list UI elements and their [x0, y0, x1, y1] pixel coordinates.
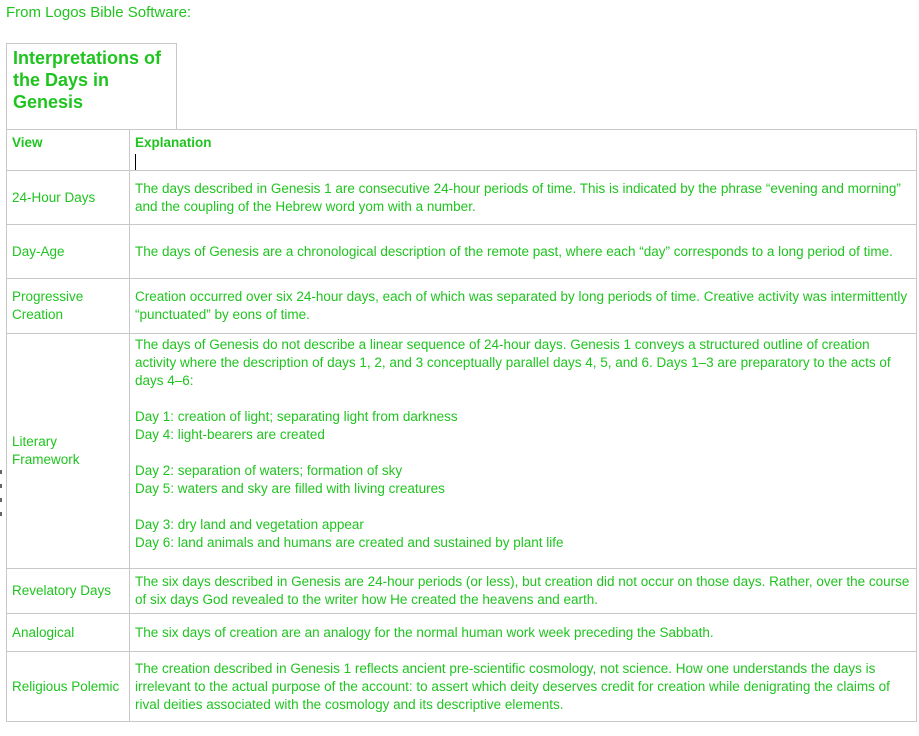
title-cell: [6, 43, 177, 129]
view-cell: Analogical: [7, 614, 130, 652]
explanation-cell: The days of Genesis are a chronological description of the remote past, where each “day” corresponds to a long period of time.: [130, 225, 917, 279]
page-title: Interpretations of the Days in Genesis: [13, 48, 162, 112]
text-cursor: [135, 154, 136, 170]
day-line: Day 1: creation of light; separating light from darkness: [135, 409, 458, 424]
explanation-cell: The creation described in Genesis 1 reflects ancient pre-scientific cosmology, not science. How one understands the days is irrelevant to the actual purpose of the account: to assert which deity deserves credit for creation while denigrating the claims of rival deities associated with the cosmology and its descriptive elements.: [130, 652, 917, 722]
day-line: Day 4: light-bearers are created: [135, 427, 325, 442]
explanation-cell: [130, 334, 917, 569]
header-explanation[interactable]: [130, 130, 917, 171]
view-cell: Religious Polemic: [7, 652, 130, 722]
day-line: Day 2: separation of waters; formation of sky: [135, 463, 403, 478]
table-row: [7, 569, 917, 614]
interpretations-table: [6, 129, 917, 722]
framework-intro: The days of Genesis do not describe a linear sequence of 24-hour days. Genesis 1 conveys a structured outline of creation activity where the description of days 1, 2, and 3 conceptually parallel days 4, 5, and 6. Days 1–3 are preparatory to the acts of days 4–6:: [135, 337, 891, 388]
table-row: [7, 279, 917, 334]
day-line: Day 5: waters and sky are filled with living creatures: [135, 481, 445, 496]
table-row: [7, 334, 917, 569]
header-explanation-label: Explanation: [135, 135, 212, 150]
table-row: [7, 171, 917, 225]
view-cell: 24-Hour Days: [7, 171, 130, 225]
view-cell: Literary Framework: [7, 334, 130, 569]
explanation-cell: The six days described in Genesis are 24-hour periods (or less), but creation did not occur on those days. Rather, over the course of six days God revealed to the writer how He created the heavens and earth.: [130, 569, 917, 614]
margin-marks: [0, 470, 2, 530]
table-row: [7, 652, 917, 722]
explanation-cell: The days described in Genesis 1 are consecutive 24-hour periods of time. This is indicated by the phrase “evening and morning” and the coupling of the Hebrew word yom with a number.: [130, 171, 917, 225]
view-cell: Day-Age: [7, 225, 130, 279]
table-row: [7, 225, 917, 279]
view-cell: Revelatory Days: [7, 569, 130, 614]
day-line: Day 6: land animals and humans are created and sustained by plant life: [135, 535, 564, 550]
day-line: Day 3: dry land and vegetation appear: [135, 517, 364, 532]
table-row: [7, 614, 917, 652]
header-view: View: [7, 130, 130, 171]
intro-text: From Logos Bible Software:: [6, 4, 192, 21]
view-cell: Progressive Creation: [7, 279, 130, 334]
table-header-row: [7, 130, 917, 171]
explanation-cell: Creation occurred over six 24-hour days, each of which was separated by long periods of time. Creative activity was intermittently “punctuated” by eons of time.: [130, 279, 917, 334]
explanation-cell: The six days of creation are an analogy for the normal human work week preceding the Sabbath.: [130, 614, 917, 652]
